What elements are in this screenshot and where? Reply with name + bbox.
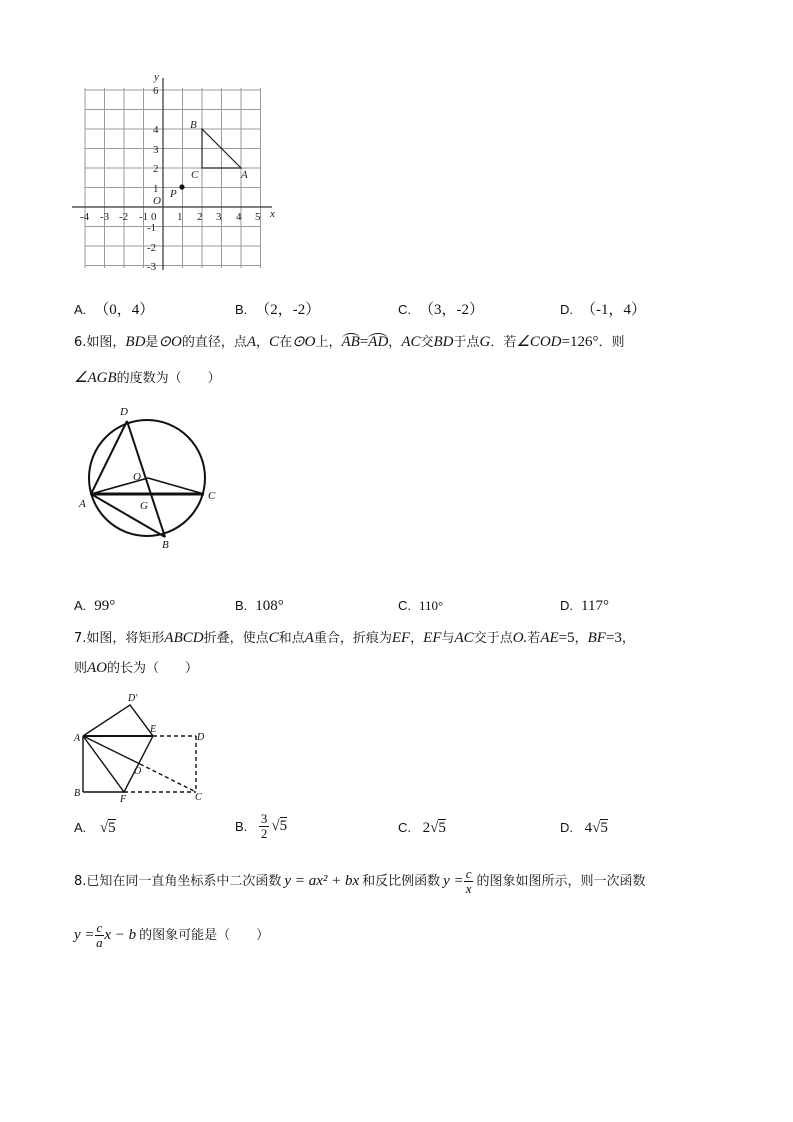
label-g: G: [140, 500, 148, 512]
option-letter: C.: [398, 820, 411, 835]
label-a: A: [79, 498, 86, 510]
text: 的直径，点: [181, 335, 247, 350]
text: 是: [145, 335, 159, 350]
label-d: D: [197, 732, 205, 743]
text: ，: [388, 335, 402, 350]
math: AB: [341, 334, 360, 350]
coefficient: 4: [584, 820, 593, 836]
text: ．则: [598, 335, 625, 350]
text: 则: [74, 661, 88, 676]
x-tick: 5: [255, 211, 261, 223]
text: 和点: [278, 631, 305, 646]
text: ．若: [490, 335, 517, 350]
q8-stem-line1: [74, 866, 645, 897]
q7-option-a[interactable]: [74, 820, 116, 837]
option-value: [585, 820, 608, 836]
q6-stem-line2: [74, 368, 221, 389]
q6-option-c[interactable]: [398, 598, 443, 614]
text: ，: [621, 631, 635, 646]
x-tick: -2: [119, 211, 129, 223]
numerator: c: [96, 920, 103, 935]
text: 交于点: [473, 631, 513, 646]
text: 的度数为（ ）: [116, 371, 221, 386]
option-value: [271, 818, 287, 834]
label-a: A: [241, 169, 248, 181]
q6-stem-line1: [74, 332, 624, 353]
label-d: D: [120, 406, 128, 418]
coefficient: 2: [422, 820, 431, 836]
option-value: （2，-2）: [255, 302, 321, 318]
math: =: [605, 630, 615, 646]
label-c: C: [208, 490, 216, 502]
math: =: [359, 334, 369, 350]
q5-option-d[interactable]: [560, 298, 646, 319]
math: ∠AGB: [74, 370, 117, 386]
option-value: （0，4）: [94, 302, 155, 318]
y-tick: 1: [153, 183, 159, 195]
text: ，: [574, 631, 588, 646]
radicand: 5: [279, 818, 288, 834]
q5-option-c[interactable]: [398, 298, 484, 319]
q8-stem-line2: [74, 920, 269, 951]
fraction: [259, 812, 270, 841]
q6-option-d[interactable]: [560, 598, 609, 615]
math: C: [269, 334, 280, 350]
sqrt-sign: √: [271, 818, 280, 834]
math: x − b: [104, 927, 137, 943]
option-value: （-1，4）: [581, 302, 646, 318]
math: AC: [454, 630, 474, 646]
text: 折叠，使点: [203, 631, 269, 646]
point-p: [179, 184, 184, 189]
y-tick: 3: [153, 144, 159, 156]
label-f: F: [120, 794, 127, 805]
option-letter: D.: [560, 598, 573, 613]
math: BF: [587, 630, 606, 646]
sqrt-sign: √: [430, 820, 439, 836]
question-number: 6.: [74, 335, 87, 350]
coordinate-grid-figure: [60, 70, 280, 280]
math: A: [246, 334, 257, 350]
math: BD: [125, 334, 146, 350]
math: 5: [567, 630, 575, 646]
label-c: C: [195, 792, 202, 803]
label-o: O: [134, 766, 142, 777]
text: 如图，: [86, 335, 126, 350]
radicand: 5: [600, 820, 608, 836]
y-tick: 6: [153, 85, 159, 97]
option-letter: C.: [398, 598, 411, 613]
y-tick: 2: [153, 163, 159, 175]
label-c: C: [191, 169, 199, 181]
math: O.: [512, 630, 528, 646]
math: C: [268, 630, 279, 646]
x-tick: 2: [197, 211, 203, 223]
math: AO: [87, 660, 108, 676]
radicand: 5: [108, 820, 116, 836]
text: 与: [441, 631, 455, 646]
y-tick: -1: [147, 222, 157, 234]
text: 于点: [453, 335, 480, 350]
folded-rectangle-figure: [68, 688, 218, 808]
q7-option-b[interactable]: [235, 812, 287, 841]
denominator: x: [465, 881, 472, 896]
label-a: A: [74, 733, 81, 744]
option-letter: A.: [74, 598, 87, 613]
text: 若: [527, 631, 541, 646]
math: A: [304, 630, 314, 646]
math: y =: [443, 873, 464, 889]
math: =: [558, 630, 568, 646]
question-number: 7.: [74, 631, 87, 646]
question-number: 8.: [74, 874, 87, 889]
fraction-c-over-x: [464, 867, 474, 896]
origin-label: O: [153, 195, 161, 207]
option-letter: D.: [560, 820, 573, 835]
math: ⊙O: [158, 334, 182, 350]
text: 在: [279, 335, 293, 350]
label-p: P: [170, 188, 177, 200]
option-value: 117°: [581, 598, 609, 614]
x-tick: -3: [100, 211, 110, 223]
sqrt-sign: √: [99, 820, 109, 836]
numerator: 3: [260, 811, 268, 826]
math: y = ax² + bx: [284, 873, 360, 889]
x-axis-label: x: [270, 208, 275, 220]
math: ⊙O: [292, 334, 316, 350]
label-b: B: [74, 788, 81, 799]
text: 的图象如图所示，则一次函数: [476, 874, 646, 889]
text: 的长为（ ）: [107, 661, 199, 676]
q7-option-d[interactable]: [560, 820, 608, 837]
y-axis-label: y: [154, 71, 159, 83]
segment-oc: [148, 478, 204, 494]
x-tick: 4: [236, 211, 242, 223]
option-value: 99°: [94, 598, 116, 614]
x-tick: -4: [80, 211, 90, 223]
label-b: B: [190, 119, 197, 131]
text: 如图，将矩形: [86, 631, 165, 646]
label-e: E: [150, 724, 157, 735]
text: 重合，折痕为: [313, 631, 392, 646]
q7-stem-line2: [74, 658, 198, 679]
x-tick: 3: [216, 211, 222, 223]
text: 上，: [315, 335, 342, 350]
y-tick: 4: [153, 124, 159, 136]
text: ，: [256, 335, 270, 350]
math: ∠COD: [516, 334, 562, 350]
x-tick: 1: [177, 211, 183, 223]
option-letter: B.: [235, 302, 248, 317]
math: AD: [368, 334, 389, 350]
option-letter: B.: [235, 819, 248, 834]
y-tick: -3: [147, 261, 157, 273]
text: 和反比例函数: [362, 874, 441, 889]
sqrt-sign: √: [592, 820, 601, 836]
q6-option-b[interactable]: [235, 598, 284, 615]
q5-option-b[interactable]: [235, 298, 320, 319]
math: EF: [423, 630, 442, 646]
label-o: O: [133, 471, 141, 483]
text: 已知在同一直角坐标系中二次函数: [86, 874, 282, 889]
option-value: [100, 820, 116, 836]
denominator: a: [96, 935, 103, 950]
math: G: [479, 334, 491, 350]
option-letter: A.: [74, 302, 87, 317]
y-tick: -2: [147, 242, 157, 254]
math: 126°: [569, 334, 599, 350]
option-value: 110°: [419, 598, 444, 613]
denominator: 2: [260, 826, 268, 841]
q6-option-a[interactable]: [74, 598, 115, 615]
x-tick: -1: [139, 211, 149, 223]
x-tick: 0: [151, 211, 157, 223]
option-letter: A.: [74, 820, 87, 835]
math: =: [561, 334, 570, 350]
text: 的图象可能是（ ）: [139, 928, 270, 943]
math: EF: [391, 630, 411, 646]
option-value: （3，-2）: [419, 302, 484, 318]
fraction-c-over-a: [95, 921, 105, 950]
numerator: c: [465, 866, 472, 881]
math: AC: [401, 334, 421, 350]
q5-option-a[interactable]: [74, 298, 154, 319]
option-letter: D.: [560, 302, 573, 317]
math: BD: [433, 334, 454, 350]
option-letter: C.: [398, 302, 411, 317]
option-value: 108°: [255, 598, 284, 614]
text: 交: [420, 335, 434, 350]
label-b: B: [162, 539, 169, 550]
q7-option-c[interactable]: [398, 820, 446, 837]
option-value: [423, 820, 446, 836]
q7-stem-line1: [74, 628, 635, 649]
math: 3: [614, 630, 622, 646]
math: AE: [540, 630, 559, 646]
circle-figure: [72, 398, 232, 550]
text: ，: [410, 631, 424, 646]
option-letter: B.: [235, 598, 248, 613]
math: ABCD: [164, 630, 204, 646]
math: y =: [74, 927, 95, 943]
label-d-prime: D′: [128, 693, 138, 704]
radicand: 5: [438, 820, 446, 836]
